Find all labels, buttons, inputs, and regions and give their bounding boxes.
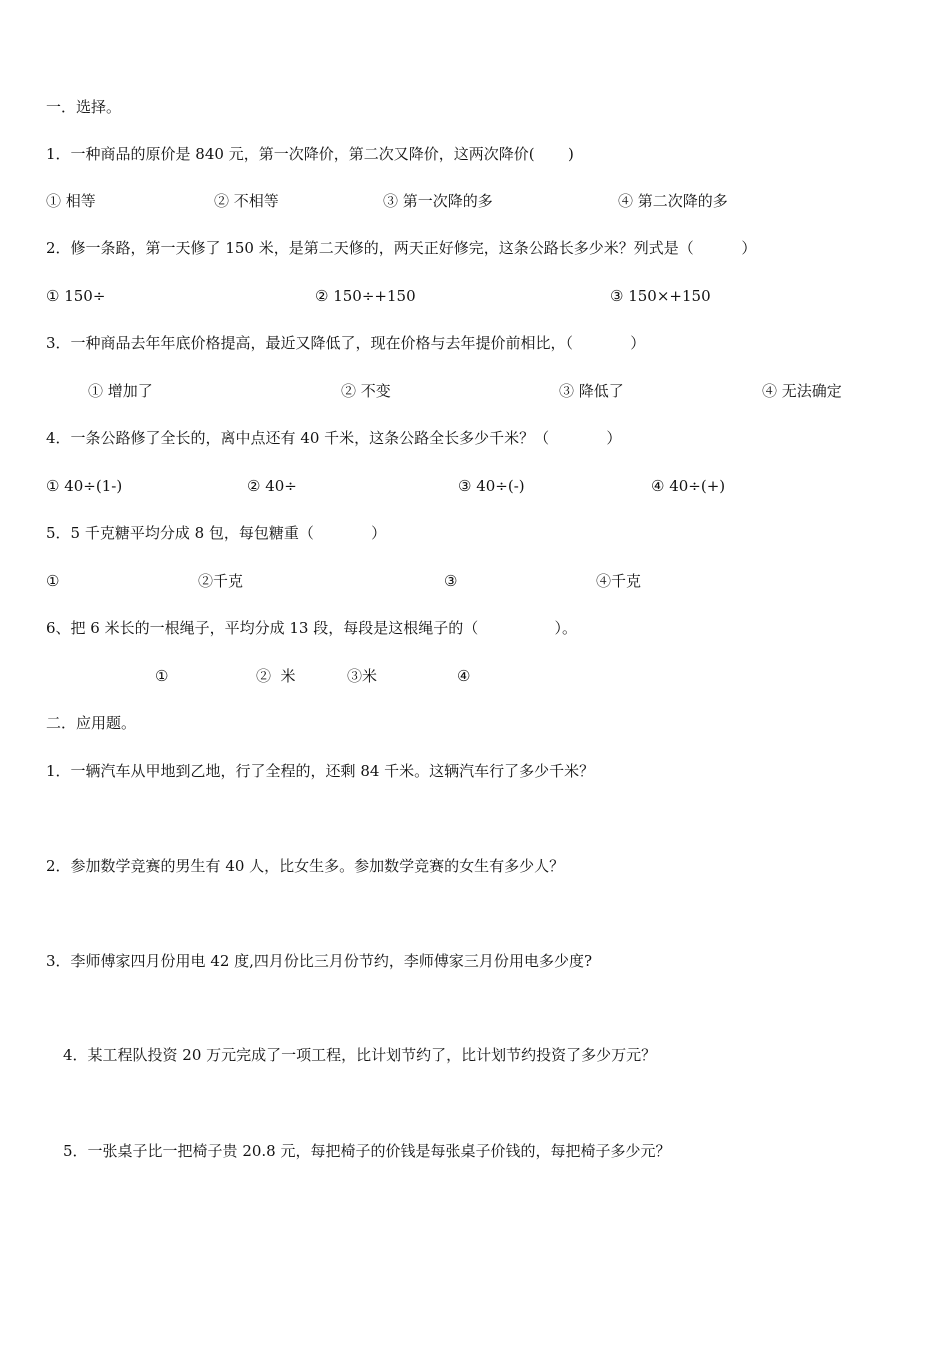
q6-option-4: ④ bbox=[457, 667, 471, 685]
q5-option-3: ③ bbox=[444, 572, 458, 590]
q5-option-2: ②千克 bbox=[198, 572, 244, 590]
q4-option-1: ① 40÷(1-) bbox=[46, 477, 123, 495]
q2-option-3: ③ 150×+150 bbox=[610, 287, 711, 305]
q5-option-1: ① bbox=[46, 572, 60, 590]
q5-text: 5．5 千克糖平均分成 8 包，每包糖重（ ） bbox=[46, 524, 387, 542]
q1-option-3: ③ 第一次降的多 bbox=[383, 192, 493, 210]
q6-option-2: ② 米 bbox=[256, 667, 296, 685]
applied-q4: 4．某工程队投资 20 万元完成了一项工程，比计划节约了，比计划节约投资了多少万元？ bbox=[63, 1046, 657, 1064]
applied-q1: 1．一辆汽车从甲地到乙地，行了全程的，还剩 84 千米。这辆汽车行了多少千米？ bbox=[46, 762, 595, 780]
q6-option-3: ③米 bbox=[347, 667, 378, 685]
q1-option-4: ④ 第二次降的多 bbox=[618, 192, 728, 210]
q4-text: 4．一条公路修了全长的，离中点还有 40 千米，这条公路全长多少千米？（ ） bbox=[46, 429, 622, 447]
q3-option-3: ③ 降低了 bbox=[559, 382, 624, 400]
q2-option-1: ① 150÷ bbox=[46, 287, 106, 305]
q4-option-3: ③ 40÷(-) bbox=[458, 477, 525, 495]
q6-text: 6、把 6 米长的一根绳子，平均分成 13 段，每段是这根绳子的（ ）。 bbox=[46, 619, 578, 637]
q6-option-1: ① bbox=[155, 667, 169, 685]
q1-text: 1．一种商品的原价是 840 元，第一次降价，第二次又降价，这两次降价( ) bbox=[46, 145, 574, 163]
q2-option-2: ② 150÷+150 bbox=[315, 287, 416, 305]
applied-q5: 5．一张桌子比一把椅子贵 20.8 元，每把椅子的价钱是每张桌子价钱的，每把椅子多少元？ bbox=[63, 1142, 671, 1160]
q3-option-2: ② 不变 bbox=[341, 382, 391, 400]
q2-text: 2．修一条路，第一天修了 150 米，是第二天修的，两天正好修完，这条公路长多少米？列式是（ ） bbox=[46, 239, 757, 257]
q3-option-1: ① 增加了 bbox=[88, 382, 153, 400]
q3-option-4: ④ 无法确定 bbox=[762, 382, 842, 400]
section2-title: 二．应用题。 bbox=[46, 714, 137, 732]
applied-q2: 2．参加数学竞赛的男生有 40 人，比女生多。参加数学竞赛的女生有多少人？ bbox=[46, 857, 565, 875]
q1-option-2: ② 不相等 bbox=[214, 192, 279, 210]
q3-text: 3．一种商品去年年底价格提高，最近又降低了，现在价格与去年提价前相比，（ ） bbox=[46, 334, 646, 352]
q1-option-1: ① 相等 bbox=[46, 192, 96, 210]
q5-option-4: ④千克 bbox=[596, 572, 642, 590]
q4-option-4: ④ 40÷(+) bbox=[651, 477, 726, 495]
q4-option-2: ② 40÷ bbox=[247, 477, 297, 495]
applied-q3: 3．李师傅家四月份用电 42 度,四月份比三月份节约，李师傅家三月份用电多少度? bbox=[46, 952, 592, 970]
section1-title: 一．选择。 bbox=[46, 98, 122, 116]
